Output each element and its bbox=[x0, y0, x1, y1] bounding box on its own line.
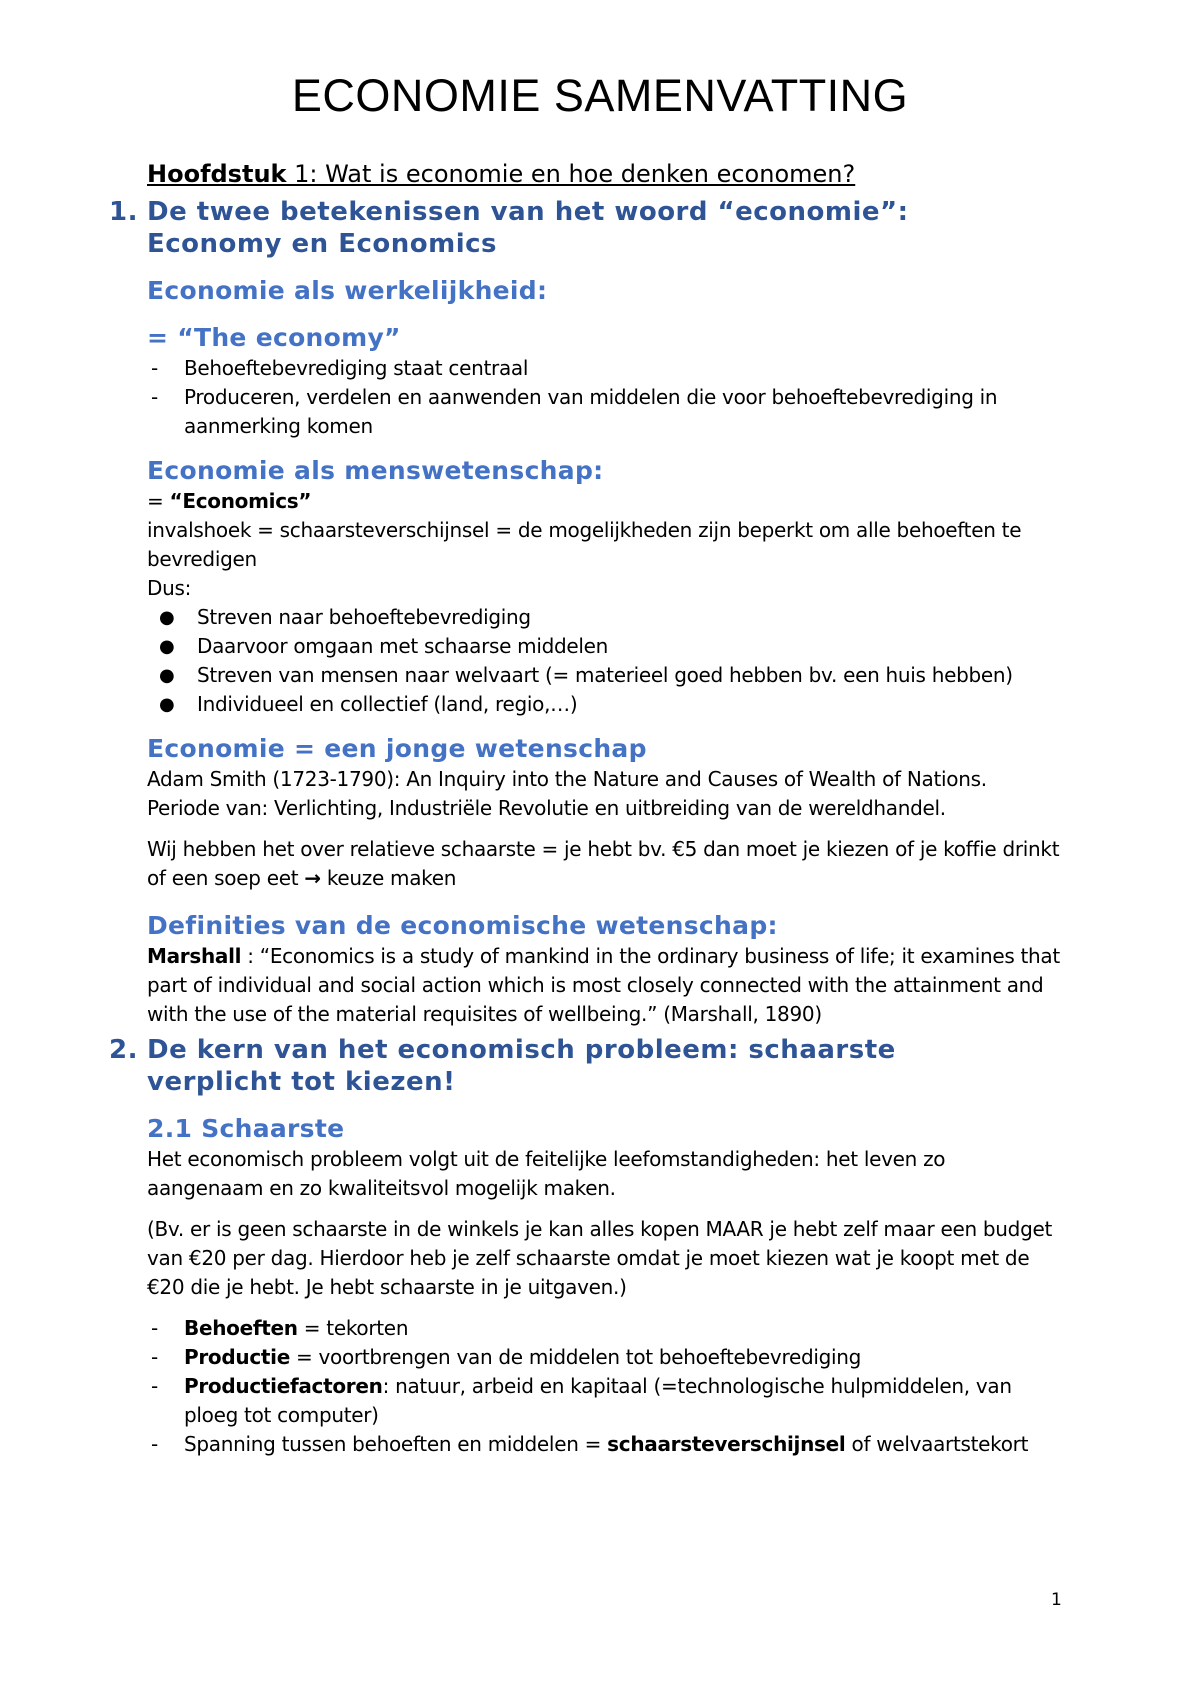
list-item-text: Behoeftebevrediging staat centraal bbox=[184, 356, 529, 380]
dash-marker: - bbox=[151, 1432, 158, 1456]
definition: : natuur, arbeid en kapitaal (=technologische hulpmiddelen, van ploeg tot computer) bbox=[184, 1374, 1012, 1427]
chapter-title: 1: Wat is economie en hoe denken economen? bbox=[286, 160, 856, 188]
list-item bbox=[147, 1430, 1067, 1459]
item-prefix: Spanning tussen behoeften en middelen = bbox=[184, 1432, 608, 1456]
eq-prefix: = bbox=[147, 489, 170, 513]
schaarste-text-a: Wij hebben het over relatieve schaarste = je hebt bv. €5 dan moet je kiezen of je koffie drinkt of een soep eet bbox=[147, 837, 1060, 890]
term: schaarsteverschijnsel bbox=[607, 1432, 846, 1456]
list-item bbox=[147, 661, 1067, 690]
section-1-title: De twee betekenissen van het woord “economie”: Economy en Economics bbox=[147, 197, 909, 259]
list-item-text: Produceren, verdelen en aanwenden van middelen die voor behoeftebevrediging in aanmerking komen bbox=[184, 385, 998, 438]
subheading-definities: Definities van de economische wetenschap: bbox=[147, 911, 778, 940]
bullet-list bbox=[147, 603, 1067, 719]
list-item-text: Streven van mensen naar welvaart (= materieel goed hebben bv. een huis hebben) bbox=[197, 663, 1013, 687]
bullet-marker: ● bbox=[159, 636, 175, 657]
dash-marker: - bbox=[151, 1374, 158, 1398]
term: Productie bbox=[184, 1345, 290, 1369]
invalshoek-text: invalshoek = schaarsteverschijnsel = de mogelijkheden zijn beperkt om alle behoeften te bevredigen bbox=[147, 518, 1022, 571]
bullet-marker: ● bbox=[159, 607, 175, 628]
subheading-menswetenschap: Economie als menswetenschap: bbox=[147, 456, 604, 485]
list-item bbox=[147, 632, 1067, 661]
bullet-marker: ● bbox=[159, 694, 175, 715]
chapter-label: Hoofdstuk bbox=[147, 160, 287, 188]
list-item-text: Daarvoor omgaan met schaarse middelen bbox=[197, 634, 609, 658]
section-1-number: 1. bbox=[109, 197, 138, 227]
list-item bbox=[147, 1314, 1067, 1343]
dus-label: Dus: bbox=[147, 576, 192, 600]
term: Behoeften bbox=[184, 1316, 298, 1340]
marshall-name: Marshall bbox=[147, 944, 242, 968]
definition: = voortbrengen van de middelen tot behoeftebevrediging bbox=[289, 1345, 862, 1369]
schaarste-text-b: keuze maken bbox=[320, 866, 457, 890]
list-item bbox=[147, 1343, 1067, 1372]
dash-marker: - bbox=[151, 1316, 158, 1340]
dash-marker: - bbox=[151, 385, 158, 409]
periode-text: Periode van: Verlichting, Industriële Revolutie en uitbreiding van de wereldhandel. bbox=[147, 796, 946, 820]
marshall-quote bbox=[147, 942, 1067, 1029]
list-item bbox=[147, 354, 1067, 383]
schaarste-paragraph-1: Het economisch probleem volgt uit de feitelijke leefomstandigheden: het leven zo aangenaam en zo kwaliteitsvol mogelijk maken. bbox=[147, 1147, 946, 1200]
list-item-text: Streven naar behoeftebevrediging bbox=[197, 605, 531, 629]
definition: = tekorten bbox=[297, 1316, 409, 1340]
chapter-heading bbox=[147, 160, 855, 188]
arrow-right-icon: → bbox=[304, 866, 321, 890]
section-2-number: 2. bbox=[109, 1035, 138, 1065]
subheading-schaarste: 2.1 Schaarste bbox=[147, 1114, 345, 1143]
page-number: 1 bbox=[1051, 1590, 1062, 1610]
list-item bbox=[147, 603, 1067, 632]
economics-definition bbox=[147, 487, 1067, 516]
item-suffix: of welvaartstekort bbox=[845, 1432, 1029, 1456]
relatieve-schaarste-text bbox=[147, 835, 1067, 893]
section-2-heading bbox=[109, 1034, 1007, 1098]
list-item-text: Individueel en collectief (land, regio,…) bbox=[197, 692, 578, 716]
schaarste-list bbox=[147, 1314, 1067, 1459]
document-title: ECONOMIE SAMENVATTING bbox=[291, 70, 909, 121]
subheading-jonge-wetenschap: Economie = een jonge wetenschap bbox=[147, 734, 647, 763]
dash-marker: - bbox=[151, 1345, 158, 1369]
schaarste-paragraph-2: (Bv. er is geen schaarste in de winkels je kan alles kopen MAAR je hebt zelf maar een budget van €20 per dag. Hierdoor heb je zelf schaarste omdat je moet kiezen wat je koopt met de €20 die je hebt. Je hebt schaarste in je uitgaven.) bbox=[147, 1217, 1053, 1299]
list-item bbox=[147, 1372, 1067, 1430]
document-content bbox=[0, 196, 1200, 1459]
werkelijkheid-list bbox=[147, 354, 1067, 441]
dash-marker: - bbox=[151, 356, 158, 380]
list-item bbox=[147, 690, 1067, 719]
bullet-marker: ● bbox=[159, 665, 175, 686]
section-2-title: De kern van het economisch probleem: schaarste verplicht tot kiezen! bbox=[147, 1035, 896, 1097]
term: Productiefactoren bbox=[184, 1374, 383, 1398]
marshall-quote-text: : “Economics is a study of mankind in the ordinary business of life; it examines that part of individual and social action which is most closely connected with the attainment and with the use of the material requisites of wellbeing.” (Marshall, 1890) bbox=[147, 944, 1060, 1026]
subheading-the-economy: = “The economy” bbox=[147, 323, 401, 352]
adam-smith-text: Adam Smith (1723-1790): An Inquiry into the Nature and Causes of Wealth of Nations. bbox=[147, 767, 987, 791]
economics-term: “Economics” bbox=[169, 489, 312, 513]
section-1-heading bbox=[109, 196, 1007, 260]
subheading-werkelijkheid: Economie als werkelijkheid: bbox=[147, 276, 548, 305]
list-item bbox=[147, 383, 1067, 441]
